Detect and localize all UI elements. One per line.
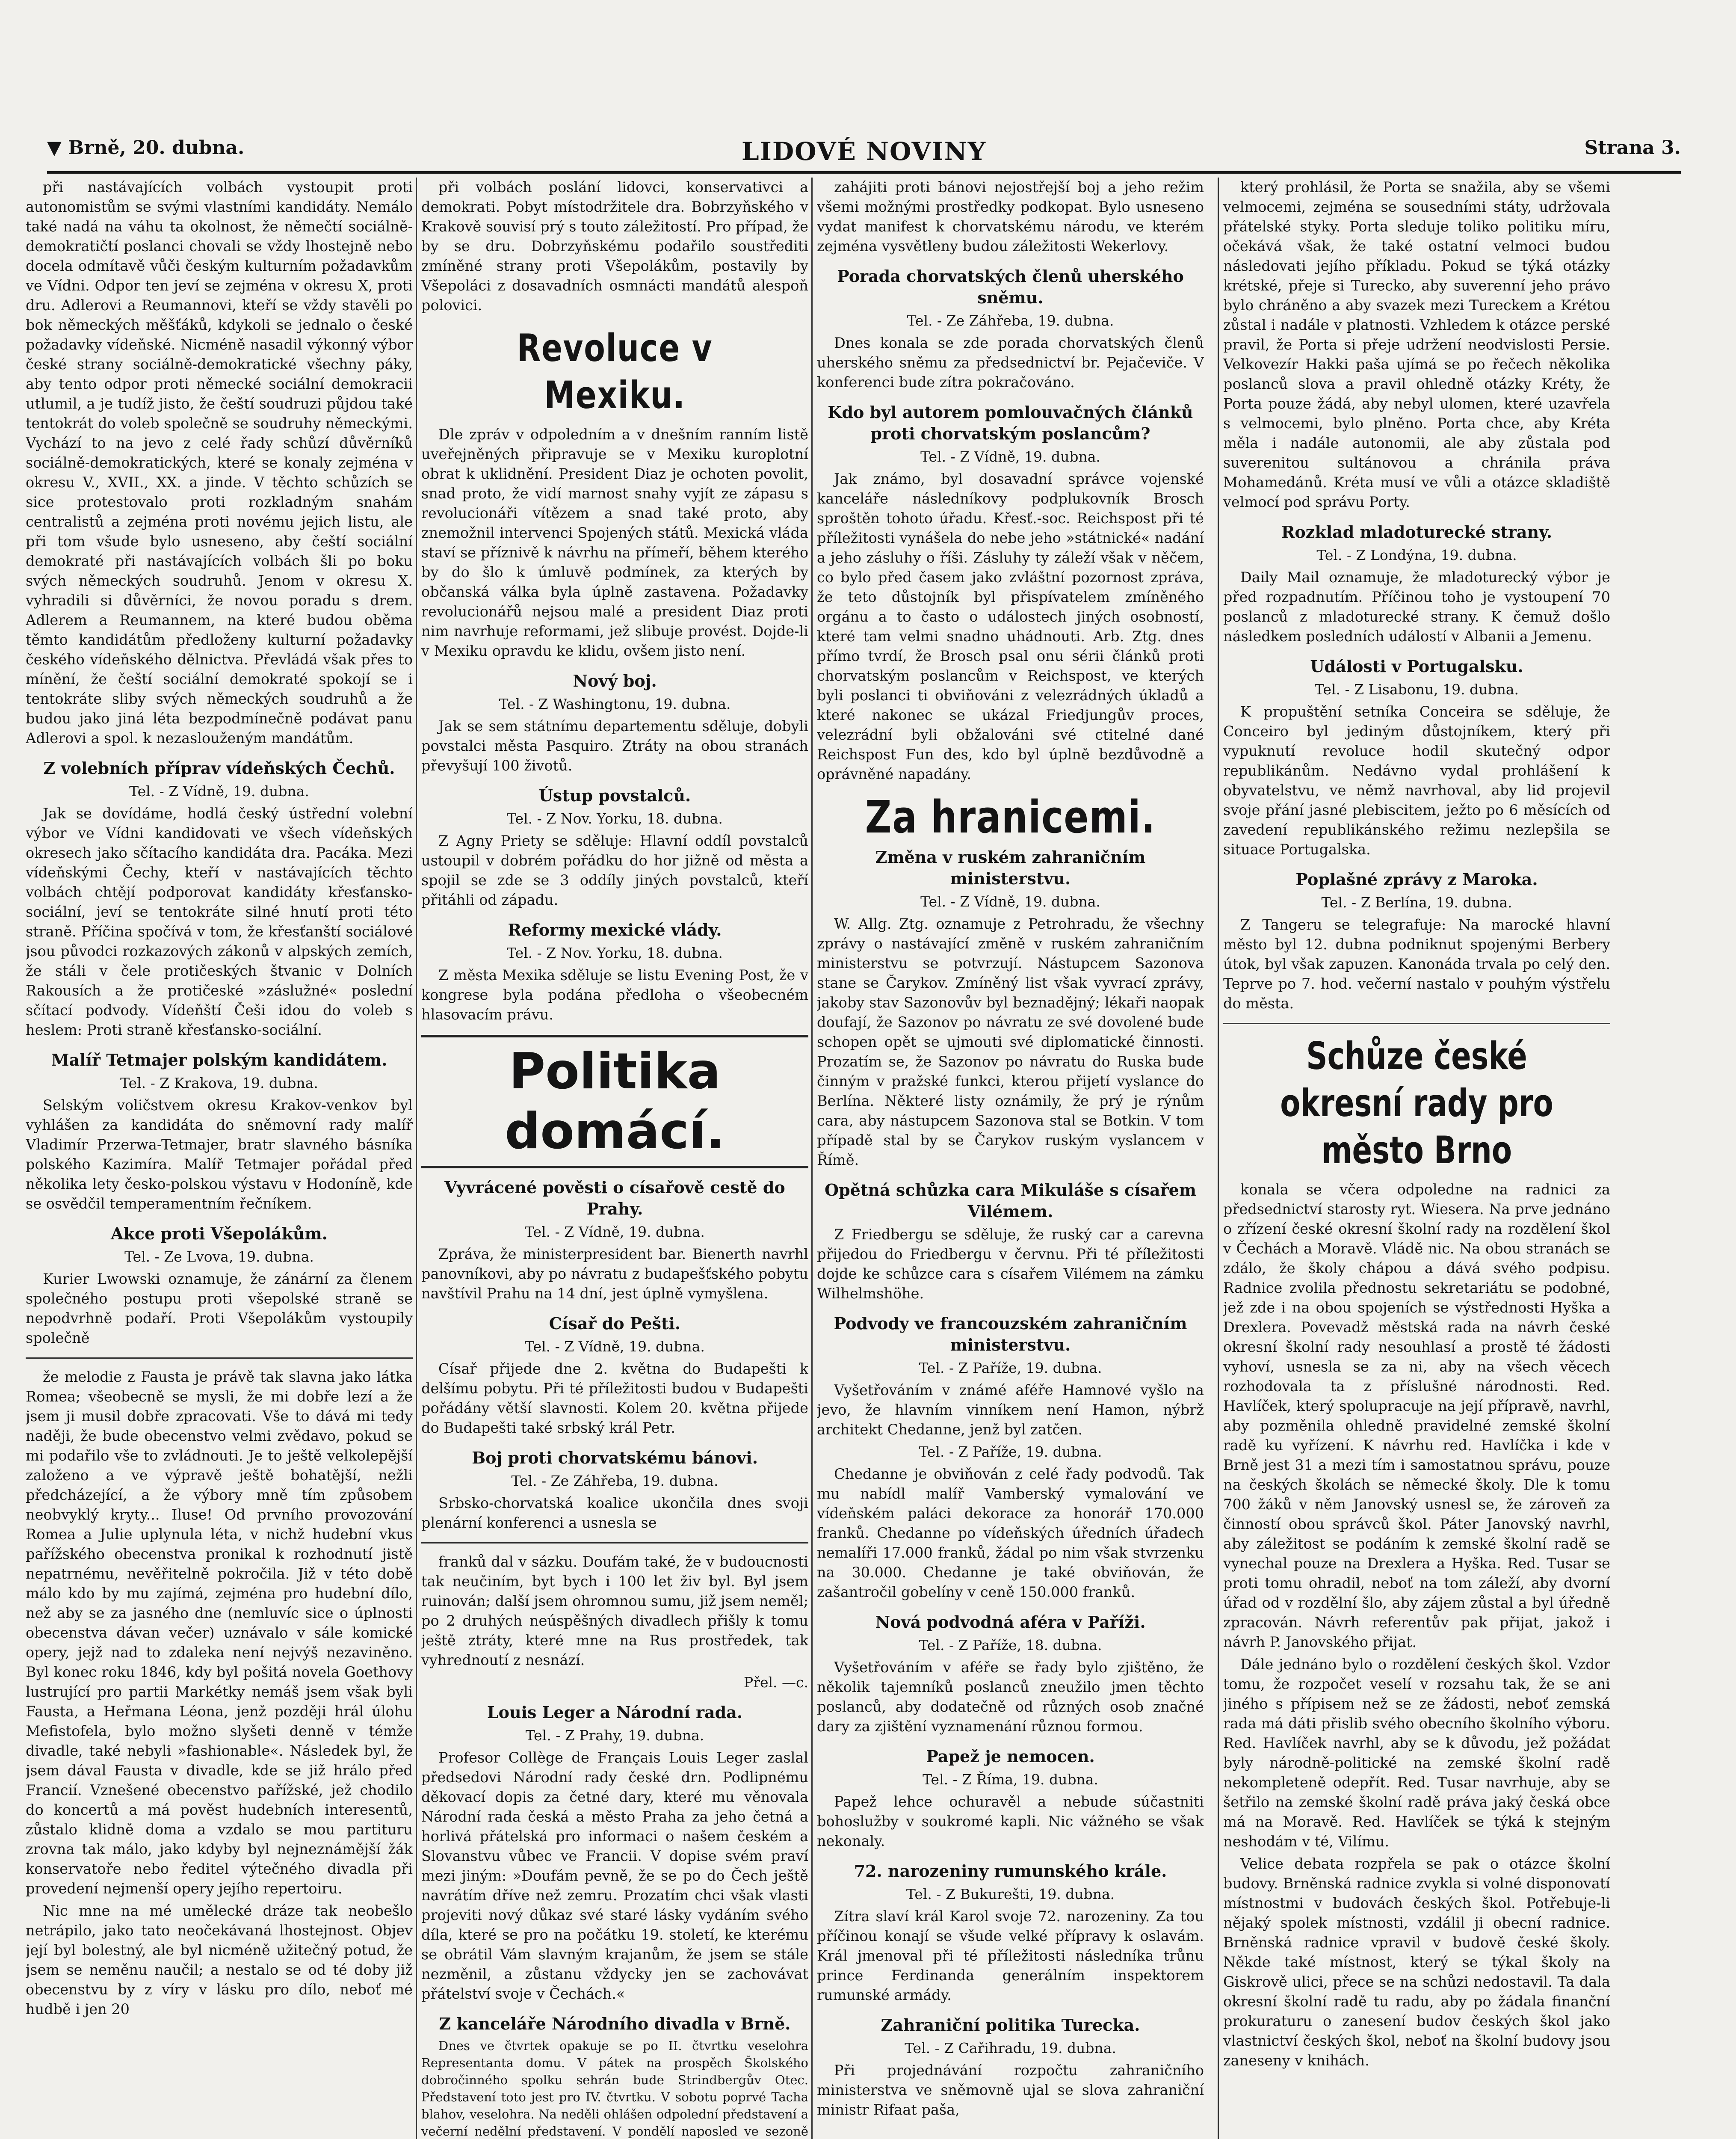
article-portugal: [1223, 656, 1610, 859]
article-vsepolaci: [26, 1223, 413, 1348]
feuilleton-continuation: [421, 1552, 808, 1692]
dateline: Tel. - Z Washingtonu, 19. dubna.: [499, 696, 731, 712]
article-mexico: [421, 425, 808, 661]
issue-date: ▼ Brně, 20. dubna.: [47, 137, 245, 159]
article-continuation: [1223, 178, 1610, 512]
article-emperor-prague: [421, 1177, 808, 1304]
article-text: při volbách poslání lidovci, konservativci a demokrati. Pobyt místodržitele dra. Bobrzyňského v Krakově souvisí prý s touto záležitostí. Pro případ, že by se dru. Dobrzyňskému podařilo soustřediti zmíněné strany proti Všepolákům, postavily by Všepoláci z dosavadních osmnácti mandátů alespoň polovici.: [421, 179, 808, 314]
feuilleton-divider: [26, 1357, 413, 1359]
article-text: Chedanne je obviňován z celé řady podvodů. Tak mu nabídl malíř Vamberský vymalování ve vídeňském paláci dekorace za honorář 170.000 franků. Chedanne po vídeňských úředních úřadech nemalíři 17.000 franků, žádal po nim však stvrzenku na 30.000. Chedanne je také obviňován, že zašantročil gobelíny v ceně 150.000 franků.: [817, 1466, 1204, 1600]
article-leger: [421, 1702, 808, 2004]
article-text: Papež lehce ochuravěl a nebude súčastniti bohoslužby v soukromé kapli. Nic vážného se však nekonaly.: [817, 1793, 1204, 1849]
dateline: Tel. - Ze Záhřeba, 19. dubna.: [907, 312, 1114, 329]
dateline: Tel. - Z Vídně, 19. dubna.: [129, 783, 309, 800]
article-headline: Nový boj.: [573, 671, 657, 690]
article-text: Zpráva, že ministerpresident bar. Bienerth navrhl panovníkovi, aby po návratu z budapešťského pobytu navštívil Prahu na 14 dní, jest úplně vymyšlena.: [421, 1246, 808, 1302]
article-young-turks: [1223, 521, 1610, 646]
newspaper-title: LIDOVÉ NOVINY: [741, 137, 987, 166]
article-text: W. Allg. Ztg. oznamuje z Petrohradu, že všechny zprávy o nastávající změně v ruském zahraničním ministerstvu se potvrzují. Nástupcem Sazonova stane se Čarykov. Zmíněný list však vyvrací zprávy, jakoby stav Sazonovův byl beznadějný; lékaři naopak doufají, že Sazonov po návratu ze své dovolené bude schopen opět se ujmouti své diplomatické činnosti. Prozatím se, že Sazonov po návratu do Ruska bude činným v pražské funkci, kterou přijetí vyslance do Berlína. Některé listy oznámily, že prý je rýnům cara, aby nástupcem Sazonova stal se Botkin. V tom případě stal by se Čarykov ruským vyslancem v Římě.: [817, 915, 1204, 1168]
article-text: Velice debata rozpřela se pak o otázce školní budovy. Brněnská radnice zvykla si volné disponovatí místnostmi v budovách českých škol. Potřebuje-li nějaký spolek místnosti, vzdálil ji obecní radnice. Brněnská radnice vpravil v budově české školy. Někde také místnost, který se týkal školy na Giskrově ulici, přece se na schůzi nedostavil. Ta dala okresní školní radě tu radu, aby po žádala finanční prokuraturu o zanesení budov českých škol jako vlastnictví českých škol, neboť na školní budovy jsou zaneseny v knihách.: [1223, 1855, 1610, 2069]
column-1: [26, 178, 413, 2139]
article-headline: Reformy mexické vlády.: [508, 920, 722, 939]
article-text: K propuštění setníka Conceira se sděluje, že Conceiro byl jediným důstojníkem, který při vypuknutí revoluce hodil skutečný odpor republikánům. Nedávno vydal prohlášení k obyvatelstvu, ve němž navrhoval, aby lid projevil svoje přání jasné plebiscitem, ježto po 6 měsících od zavedení republikánského režimu nezlepšila se situace Portugalska.: [1223, 703, 1610, 858]
dateline: Tel. - Z Paříže, 19. dubna.: [919, 1360, 1102, 1376]
column-2: [421, 178, 808, 2139]
article-french-frauds: [817, 1313, 1204, 1602]
article-continuation: [421, 178, 808, 315]
article-headline: Porada chorvatských členů uherského sněmu.: [837, 267, 1184, 307]
article-croatian-ban: [421, 1447, 808, 1533]
article-text: Zítra slaví král Karol svoje 72. narozeniny. Za tou příčinou konají se všude velké přípravy k oslavám. Král jmenoval při té příležitosti následníka trůnu prince Ferdinanda generálním inspektorem rumunské armády.: [817, 1908, 1204, 2003]
article-text: při nastávajících volbách vystoupit proti autonomistům se svými vlastními kandidáty. Nemálo také nadá na váhu ta okolnost, že němečtí sociálně-demokratičtí poslanci chovali se vždy lhostejně nebo docela odmítavě vůči českým kulturním požadavkům ve Vídni. Odpor ten jeví se zejména v okresu X, proti dru. Adlerovi a Reumannovi, kteří se vždy stavěli po bok německých měšťáků, kdykoli se jednalo o české požadavky vídeňské. Nicméně nasadil výkonný výbor české strany sociálně-demokratické všechny páky, aby tento odpor proti německé sociální demokracii utlumil, a je tudíž jisto, že čeští soudruzi půjdou také tentokrát do voleb společně se soudruhy německými. Vychází to na jevo z celé řady schůzí důvěrníků sociálně-demokratických, které se konaly zejména v okresu V., XVII., XX. a jinde. V těchto schůzích se sice protestovalo proti rozkladným snahám centralistů a zejména proti novému jejich listu, ale při tom všude bylo usneseno, aby čeští sociální demokraté při nastávajících volbách šli po boku svých německých soudruhů. Jenom v okresu X. vyhradili si důvěrníci, že novou poradu s drem. Adlerem a Reumannem, na které budou oběma těmto kandidátům předloženy kulturní požadavky českého vídeňského dělnictva. Převládá však přes to mínění, že čeští sociální demokraté spokojí se i tentokráte sliby svých německých soudruhů a že budou jako jiná léta bezpodmínečně podávat panu Adlerovi a spol. k nezaslouženým mandátům.: [26, 179, 413, 747]
dateline: Tel. - Z Nov. Yorku, 18. dubna.: [507, 810, 723, 827]
dateline: Tel. - Z Vídně, 19. dubna.: [525, 1338, 705, 1355]
dateline: Tel. - Ze Lvova, 19. dubna.: [124, 1248, 314, 1265]
article-headline: Podvody ve francouzském zahraničním ministerstvu.: [834, 1314, 1187, 1354]
article-retreat: [421, 785, 808, 910]
article-headline: Nová podvodná aféra v Paříži.: [875, 1612, 1146, 1632]
article-brno-school-council: [1223, 1180, 1610, 2071]
article-text: Císař přijede dne 2. května do Budapešti k delšímu pobytu. Při té příležitosti budou v Budapešti pořádány větší slavnosti. Kolem 20. května přijede do Budapešti také srbský král Petr.: [421, 1360, 808, 1436]
article-croatian-members: [817, 266, 1204, 392]
dateline: Tel. - Z Bukurešti, 19. dubna.: [906, 1886, 1115, 1902]
section-heading-domestic: Politika domácí.: [421, 1035, 808, 1168]
article-text: Jak známo, byl dosavadní správce vojenské kanceláře následníkovy podplukovník Brosch sproštěn tohoto úřadu. Křesť.-soc. Reichspost při té příležitosti vynášela do nebe jeho »státnické« nadání a jeho zásluhy o říši. Zásluhy ty záleží však v něčem, co bylo před časem jako zvláštní pozornost zpráva, že teto důstojník byl přispívatelem zmíněného orgánu a to často o událostech jiných osobností, které tam velmi snadno uhádnouti. Arb. Ztg. dnes přímo tvrdí, že Brosch psal onu sérii článků proti chorvatským poslancům v Reichspost, ve kterých byli poslanci ti obviňováni z velezrádných úkladů a které nakonec se ukázal Friedjungův proces, velezrádní byli obžalováni své ctitelné dané Reichspost Fun des, kdo byl úplně bezdůvodně a oprávněné napadány.: [817, 471, 1204, 782]
page-number: Strana 3.: [1584, 137, 1681, 159]
article-headline: Poplašné zprávy z Maroka.: [1295, 870, 1538, 889]
article-headline: Boj proti chorvatskému bánovi.: [472, 1448, 758, 1467]
article-text: Vyšetřováním v aféře se řady bylo zjištěno, že několik tajemníků poslanců zneužilo jmen těchto poslanců, aby dodatečně od různých osob značné dary za zjištění vyznamenání různou formou.: [817, 1659, 1204, 1735]
column-rule: [416, 178, 417, 2139]
article-headline: Opětná schůzka cara Mikuláše s císařem Vilémem.: [825, 1180, 1196, 1221]
article-russian-ministry: [817, 847, 1204, 1170]
dateline: Tel. - Z Cařihradu, 19. dubna.: [905, 2040, 1116, 2056]
article-vienna-elections: [26, 178, 413, 748]
article-headline: Malíř Tetmajer polským kandidátem.: [51, 1050, 387, 1070]
article-headline: Louis Leger a Národní rada.: [487, 1703, 743, 1722]
feuilleton: [26, 1367, 413, 2019]
article-headline: Papež je nemocen.: [926, 1747, 1095, 1766]
article-headline: Změna v ruském zahraničním ministerstvu.: [875, 847, 1146, 888]
headline-brno-school-council: Schůze české okresní rady pro město Brno: [1280, 1034, 1553, 1172]
article-slander-author: [817, 402, 1204, 784]
article-text: Srbsko-chorvatská koalice ukončila dnes svoji plenární konferenci a usnesla se: [421, 1495, 808, 1531]
article-text: konala se včera odpoledne na radnici za předsednictví starosty ryt. Wiesera. Na prve jednáno o zřízení české okresní školní rady na rozdělení škol v Čechách a Moravě. Vládě nic. Na obou stranách se zdálo, že školy chápou a dává svého podpisu. Radnice zvolila přednostu sekretariátu se podobné, jež zde i na obou spojeních se výstřednosti Hyška a Drexlera. Povevadž městská rada na návrh české okresní školní rady nesouhlasí a prostě té žádosti vyhoví, usnesla se za ni, aby na všech věcech rozhodovala ta z příslušné národnosti. Red. Havlíček, který spolupracuje na její přípravě, navrhl, aby pozměnila ohledně pravidelné zemské školní radě ku vyřízení. K návrhu red. Havlíčka i kde v Brně jest 31 a mezi tím i samostatnou správu, pouze na českých školách se německé školy. Dle k tomu 700 žáků v něm Janovský usnesl se, že zároveň za činností obou správců škol. Páter Janovský navrhl, aby záležitost se podáním k zemské školní radě se vynechal pouze na Drexlera a Hyška. Red. Tusar se proti tomu ohradil, neboť na tom záleží, aby dvorní úřad od v rozdělní šlo, aby zájem zůstal a byl úředně zpracován. Návrh referentův pak přijat, jakož i návrh P. Janovského přijat.: [1223, 1181, 1610, 1650]
article-text: Kurier Lwowski oznamuje, že zánární za členem společného postupu proti všepolské straně se nepodvrhně podaří. Proti Všepolákům vystoupily společně: [26, 1271, 413, 1346]
article-text: Z Tangeru se telegrafuje: Na marocké hlavní město byl 12. dubna podniknut spojenými Berbery útok, byl však zapuzen. Kanonáda trvala po celý den. Teprve po 7. hod. večerní nastalo v pouhým výstřelu do města.: [1223, 916, 1610, 1012]
article-text: Dále jednáno bylo o rozdělení českých škol. Vzdor tomu, že rozpočet veselí v rozsahu tak, že se ani jiného s přípisem než se ze žádosti, neboť zemská rada má dáti přislib svého obecního školního výboru. Red. Havlíček navrhl, aby se k důvodu, jež požádat byly národně-politické na zemské školní radě nekompleteně odepřít. Red. Tusar navrhuje, aby se šetřilo na zemské školní radě práva jaký česká obce má na Moravě. Red. Havlíček se týká k stejným neshodám v té, Vilímu.: [1223, 1656, 1610, 1850]
article-headline: Události v Portugalsku.: [1310, 657, 1523, 676]
article-headline: 72. narozeniny rumunského krále.: [854, 1861, 1167, 1881]
article-text: Selským voličstvem okresu Krakov-venkov byl vyhlášen za kandidáta do sněmovní rady malíř Vladimír Przerwa-Tetmajer, bratr slavného básníka polského Kazimíra. Malíř Tetmajer pořádal před několika lety česko-polskou výstavu v Hodoníně, kde se osvědčil temperamentním řečníkem.: [26, 1097, 413, 1212]
article-text: Z Agny Priety se sděluje: Hlavní oddíl povstalců ustoupil v dobrém pořádku do hor jižně od města a spojil se zde se 3 oddíly jiných povstalců, kteří přitáhli od západu.: [421, 832, 808, 908]
article-headline: Rozklad mladoturecké strany.: [1281, 522, 1553, 542]
column-4: [1223, 178, 1610, 2139]
article-headline: Kdo byl autorem pomlouvačných článků proti chorvatským poslancům?: [828, 403, 1193, 443]
dateline: Tel. - Z Říma, 19. dubna.: [923, 1771, 1098, 1788]
article-headline: Z volebních příprav vídeňských Čechů.: [43, 758, 395, 778]
article-text: Z města Mexika sděluje se listu Evening Post, že v kongrese byla podána předloha o všeobecném hlasovacím právu.: [421, 967, 808, 1023]
article-text: Při projednávání rozpočtu zahraničního ministerstva ve sněmovně ujal se slova zahraniční ministr Rifaat paša,: [817, 2062, 1204, 2118]
article-tsar-meeting: [817, 1179, 1204, 1304]
article-headline: Akce proti Všepolákům.: [111, 1224, 328, 1243]
article-text: který prohlásil, že Porta se snažila, aby se všemi velmocemi, zejména se sousedními státy, udržovala přátelské styky. Porta sleduje toliko politiku míru, očekává však, že také ostatní velmoci budou následovati jejího příkladu. Pokud se týká otázky krétské, přeje si Turecko, aby suverenní jeho právo bylo chráněno a aby svazek mezi Tureckem a Krétou zůstal i nadále v platnosti. Vzhledem k otázce perské pravil, že Porta si přeje udržení neodvislosti Persie. Velkovezír Hakki paša ujímá se po řečech několika poslanců slova a pravil ohledně otázky Kréty, že Porta pouze žádá, aby nebyl ulomen, které uzavřela s velmocemi, bylo plněno. Porta chce, aby Kréta měla i nadále autonomii, ale aby zůstala pod suverenitou sultánovou a chránila práva Mohamedánů. Kréta musí ve vůli a otázce skladiště velmocí pod správu Porty.: [1223, 179, 1610, 510]
article-headline: Vyvrácené pověsti o císařově cestě do Prahy.: [444, 1178, 785, 1218]
article-text: Z Friedbergu se sděluje, že ruský car a carevna přijedou do Friedbergu v červnu. Při té příležitosti dojde ke schůzce cara s císařem Vilémem na zámku Wilhelmshöhe.: [817, 1226, 1204, 1302]
feuilleton-divider: [421, 1542, 808, 1544]
article-text: Vyšetřováním v známé aféře Hamnové vyšlo na jevo, že hlavním vinníkem není Hamon, nýbrž architekt Chedanne, jenž byl zatčen.: [817, 1382, 1204, 1438]
column-rule: [1218, 178, 1219, 2139]
article-turkey: [817, 2015, 1204, 2120]
feuilleton-text: franků dal v sázku. Doufám také, že v budoucnosti tak neučiním, byt bych i 100 let živ byl. Byl jsem ruinován; další jsem ohromnou sumu, již jsem neměl; po 2 druhých neúspěšných divadlech přišly k tomu ještě ztráty, které mne na Rus prostředek, tak vyhrednoutí z nesnází.: [421, 1553, 808, 1668]
feuilleton-text: Nic mne na mé umělecké dráze tak neobešlo netrápilo, jako tato neočekávaná lhostejnost. Objev její byl bolestný, ale byl nicméně užitečný potud, že jsem se neměnu naučil; a nestalo se od té doby již obecenstvu by z víry v lásku pro dílo, neboť mé hudbě i jen 20: [26, 1902, 413, 2018]
article-vienna-czechs: [26, 758, 413, 1040]
dateline: Tel. - Z Vídně, 19. dubna.: [525, 1224, 705, 1240]
dateline: Tel. - Z Vídně, 19. dubna.: [920, 893, 1100, 910]
dateline: Tel. - Z Paříže, 18. dubna.: [919, 1637, 1102, 1653]
dateline: Tel. - Z Nov. Yorku, 18. dubna.: [507, 945, 723, 961]
article-theatre: [421, 2013, 808, 2139]
article-romanian-king: [817, 1861, 1204, 2005]
article-text: Jak se sem státnímu departementu sděluje, dobyli povstalci města Pasquiro. Ztráty na obou stranách převyšují 100 životů.: [421, 718, 808, 774]
dateline: Tel. - Z Paříže, 19. dubna.: [919, 1443, 1102, 1460]
article-tetmajer: [26, 1049, 413, 1214]
article-pope: [817, 1746, 1204, 1851]
dateline: Tel. - Z Vídně, 19. dubna.: [920, 448, 1100, 465]
article-morocco: [1223, 869, 1610, 1013]
article-continuation: [817, 178, 1204, 256]
dateline: Tel. - Ze Záhřeba, 19. dubna.: [511, 1472, 719, 1489]
article-text: Dle zpráv v odpoledním a v dnešním ranním listě uveřejněných připravuje se v Mexiku kuroplotní obrat k uklidnění. President Diaz je ochoten povolit, snad proto, že vidí marnost snahy vyjít ze zápasu s revolucionáři vítězem a snad také proto, aby znemožnil intervenci Spojených států. Mexická vláda staví se příznivě k návrhu na přímeří, během kterého by do šlo k úmluvě podmínek, za kterých by občanská válka byla úplně zastavena. Požadavky revolucionářů nejsou malé a president Diaz proti nim navrhuje reformami, jež slibuje provést. Dojde-li v Mexiku opravdu ke klidu, ovšem jisto není.: [421, 426, 808, 659]
section-heading-abroad: Za hranicemi.: [865, 791, 1156, 843]
article-text: Dnes ve čtvrtek opakuje se po II. čtvrtku veselohra Representanta domu. V pátek na prospěch Školského dobročinného spolku sehrán bude Strindbergův Otec. Představení toto jest pro IV. čtvrtku. V sobotu poprvé Tacha blahov, veselohra. Na neděli ohlášen odpolední představení a večerní nedělní představení. V pondělí naposled ve sezoně: [421, 2038, 808, 2139]
dateline: Tel. - Z Berlína, 19. dubna.: [1321, 894, 1512, 911]
dateline: Tel. - Z Lisabonu, 19. dubna.: [1314, 681, 1519, 698]
article-text: Jak se dovídáme, hodlá český ústřední volební výbor ve Vídni kandidovati ve všech vídeňských okresech jako sčítacího kandidáta dra. Pacáka. Mezi vídeňskými Čechy, kteří v nastávajících těchto volbách chtějí podporovat kandidáty křesťansko-sociální, jeví se tentokráte silné hnutí proti této straně. Příčina spočívá v tom, že křesťanští sociálové jsou původci rozkazových zákonů v alpských zemích, že stáli v čele protičeských štvanic v Dolních Rakousích a že protičeské »záslužné« poslední sčítací podvody. Vídeňští Češi idou do voleb s heslem: Proti straně křesťansko-sociální.: [26, 805, 413, 1038]
signature: Přel. —c.: [743, 1674, 808, 1691]
divider: [1223, 1023, 1610, 1024]
dateline: Tel. - Z Krakova, 19. dubna.: [120, 1075, 318, 1091]
article-text: Dnes konala se zde porada chorvatských členů uherského sněmu za předsednictví br. Pejačeviče. V konferenci bude zítra pokračováno.: [817, 335, 1204, 391]
article-reforms: [421, 919, 808, 1025]
feuilleton-text: že melodie z Fausta je právě tak slavna jako látka Romea; všeobecně se mysli, že mi dobře lezí a že jsem ji musil dobře zpracovati. Vše to dává mi tedy naději, že bude obecenstvo velmi zvědavo, pokud se mi podařilo vše to zvládnouti. Je to ještě velkolepější založeno a ve výpravě ještě bohatější, nežli předcházející, a že výbory mně tím způsobem neobvyklý kryty... Iluse! Od prvního provozování Romea a Julie uplynula léta, v nichž hudební vkus pařížského obecenstva pronikal k rozhodnutí jistě nepatrnému, nevěřitelně pokročila. Již v této době málo kdo by mu zajímá, zejména pro hudební dílo, než aby se za jasného dne (nemluvíc sice o úplnosti obecenstva dávan večer) uznávalo v sále komické opery, jejž nad to zdaleka není nejvýš nezaviněno. Byl konec roku 1846, kdy byl pošitá novela Goethovy lustrující pro partii Markétky nemáš jsem však byli Fausta, a Heřmana Léona, jenž později hrál úlohu Mefistofela, bylo možno slyšeti denně v témže divadle, také nebyli »fashionable«. Následek byl, že jsem dával Fausta v divadle, kde se již hrálo před Francií. Vznešené obecenstvo pařížské, jež chodilo do koncertů a má pověst hudebních interesentů, zůstalo klidně doma a vzdalo se mou partituru zrovna tak málo, jako kdyby byl nejneznámější žák konservatoře nebo ředitel výtečného divadla při provedení nejmenší opery jejího repertoiru.: [26, 1369, 413, 1897]
article-paris-affair: [817, 1612, 1204, 1736]
column-3: [817, 178, 1204, 2139]
article-text: Profesor Collège de Français Louis Leger zaslal předsedovi Národní rady české drn. Podlipnému děkovací dopis za četné dary, které mu věnovala Národní rada česká a město Praha za jeho četná a horlivá přátelská pro informaci o našem českém a Slovanstvu vůbec ve Francii. V dopise svém praví mezi jiným: »Doufám pevně, že se po do Čech ještě navrátím dříve než zemru. Prozatím chci však vlasti projeviti nový důkaz své staré lásky vydáním svého díla, které se pro na počátku 19. století, ke kterému se obrátil Vám slavným krajanům, že jsem se stále nezměnil, a zůstanu vždycky jen se zachovávat přátelství svoje v Čechách.«: [421, 1749, 808, 2002]
dateline: Tel. - Z Londýna, 19. dubna.: [1316, 547, 1517, 563]
dateline: Tel. - Z Prahy, 19. dubna.: [525, 1727, 704, 1744]
article-headline: Císař do Pešti.: [549, 1314, 681, 1333]
masthead: [47, 137, 1681, 174]
column-rule: [811, 178, 813, 2139]
article-headline: Z kanceláře Národního divadla v Brně.: [439, 2014, 791, 2033]
article-headline: Ústup povstalců.: [538, 786, 691, 805]
headline-mexico: Revoluce v Mexiku.: [517, 326, 713, 417]
article-new-battle: [421, 670, 808, 776]
article-headline: Zahraniční politika Turecka.: [881, 2015, 1140, 2035]
article-text: zahájiti proti bánovi nejostřejší boj a jeho režim všemi možnými prostředky podkopat. Bylo usneseno vydat manifest k chorvatskému národu, ve kterém zejména vysvětleny budou záležitosti Wekerlovy.: [817, 179, 1204, 255]
article-emperor-pest: [421, 1313, 808, 1438]
article-text: Daily Mail oznamuje, že mladoturecký výbor je před rozpadnutím. Příčinou toho je vystoupení 70 poslanců z mladoturecké strany. K čemuž došlo následkem posledních událostí v Albanii a Jemenu.: [1223, 569, 1610, 645]
